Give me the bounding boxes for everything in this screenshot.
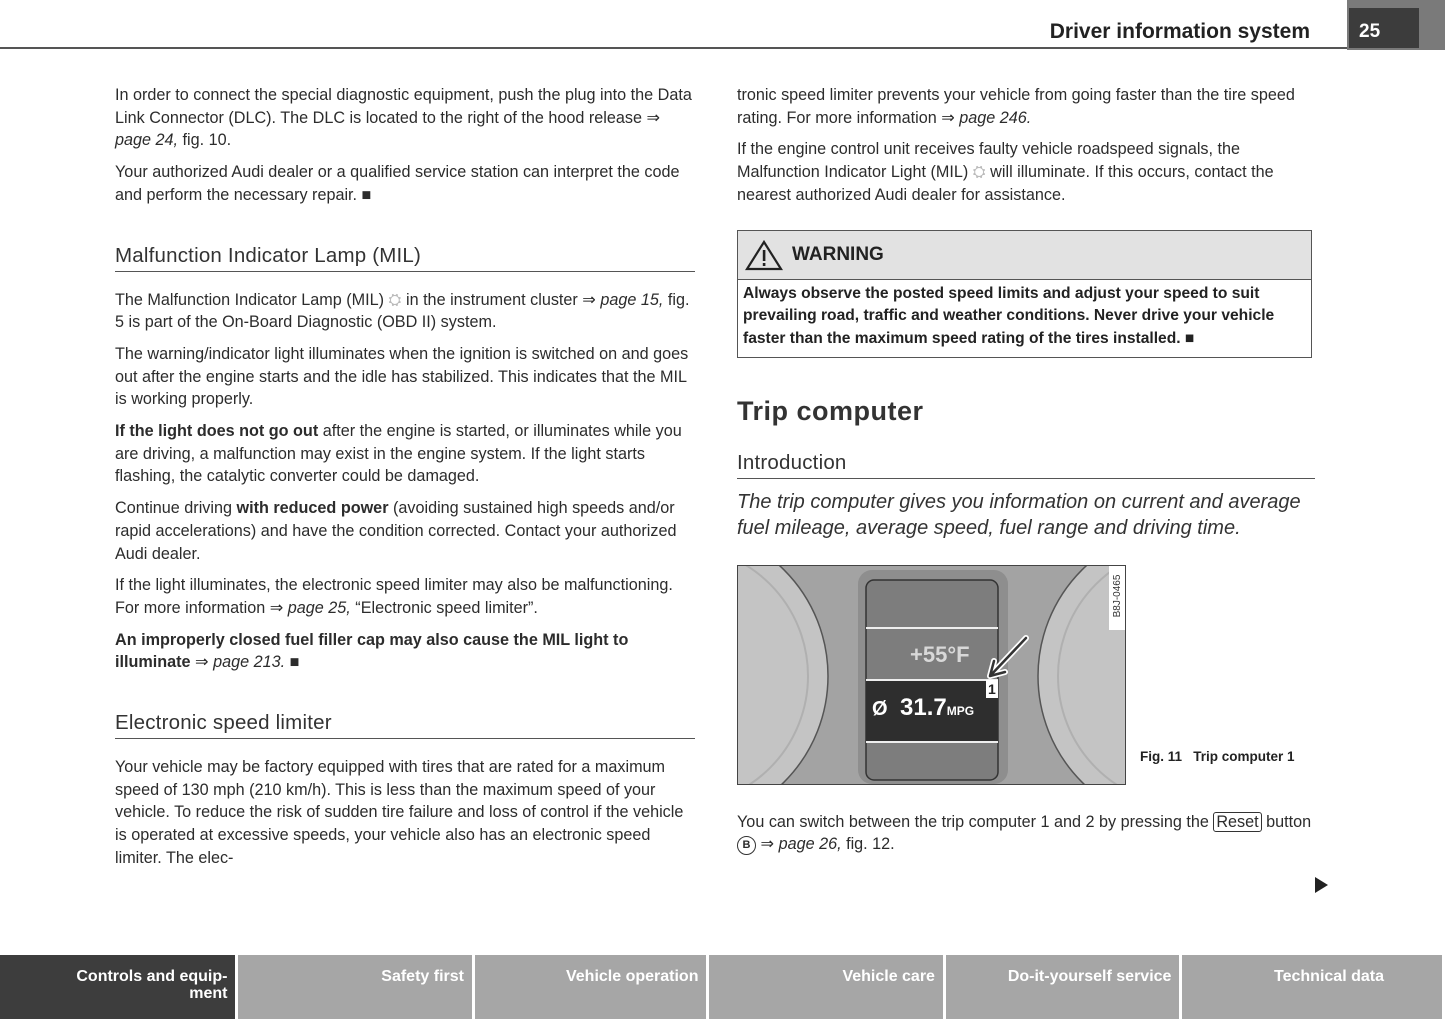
section-heading: Malfunction Indicator Lamp (MIL) xyxy=(115,244,695,272)
tab-safety-first[interactable]: Safety first xyxy=(238,955,471,1019)
mpg-readout: 31.7MPG xyxy=(900,693,975,721)
warning-triangle-icon xyxy=(744,239,784,271)
paragraph: tronic speed limiter prevents your vehicle from going faster than the tire speed rating. For more information ⇒ page 246. xyxy=(737,86,1295,127)
tab-technical-data[interactable]: Technical data xyxy=(1182,955,1442,1019)
paragraph: The warning/indicator light illuminates when the ignition is switched on and goes out after the engine starts and the idle has stabilized. This indicates that the MIL is working properly. xyxy=(115,344,689,409)
tab-vehicle-operation[interactable]: Vehicle operation xyxy=(475,955,707,1019)
paragraph: The Malfunction Indicator Lamp (MIL) ⛭ in the instrument cluster ⇒ page 15, fig. 5 is part of the On-Board Diagnostic (OBD II) system. xyxy=(115,290,690,332)
avg-symbol: Ø xyxy=(872,697,888,720)
reset-key-label: Reset xyxy=(1213,812,1261,832)
page-link[interactable]: page 213. xyxy=(213,653,286,672)
page-link[interactable]: page 25, xyxy=(287,598,351,617)
paragraph: You can switch between the trip computer 1 and 2 by pressing the Reset button B ⇒ page 26, fig. 12. xyxy=(737,812,1312,854)
page-link[interactable]: page 15, xyxy=(600,290,664,309)
chapter-tabs xyxy=(0,955,1445,1019)
paragraph: An improperly closed fuel filler cap may also cause the MIL light to illuminate ⇒ page 213. ■ xyxy=(115,630,629,672)
temperature-readout: +55°F xyxy=(910,641,970,667)
page-number: 25 xyxy=(1349,8,1419,48)
paragraph: Your vehicle may be factory equipped with tires that are rated for a maximum speed of 130 mph (210 km/h). This is less than the maximum speed of your vehicle. To reduce the risk of sudden tire failure and loss of control if the vehicle is operated at excessive speeds, your vehicle also has an electronic speed limiter. The elec- xyxy=(115,758,684,867)
tab-controls-and-equipment[interactable]: Controls and equip-ment xyxy=(0,955,235,1019)
paragraph: Continue driving with reduced power (avoiding sustained high speeds and/or rapid accelerations) and have the condition corrected. Contact your authorized Audi dealer. xyxy=(115,499,677,563)
tab-vehicle-care[interactable]: Vehicle care xyxy=(709,955,942,1019)
mil-icon: ⛭ xyxy=(972,163,986,182)
section-heading: Introduction xyxy=(737,451,1315,479)
header-rule xyxy=(0,47,1347,49)
warning-box xyxy=(737,230,1312,358)
warning-text: Always observe the posted speed limits and adjust your speed to suit prevailing road, traffic and weather conditions. Never drive your vehicle faster than the maximum speed rating of the tires installed. ■ xyxy=(743,284,1275,347)
page-link[interactable]: page 246. xyxy=(959,108,1032,127)
instrument-cluster-illustration xyxy=(738,566,1126,785)
paragraph: In order to connect the special diagnostic equipment, push the plug into the Data Link Connector (DLC). The DLC is located to the right of the hood release ⇒ page 24, fig. 10. xyxy=(115,86,692,150)
chapter-heading: Trip computer xyxy=(737,395,924,426)
chapter-title: Driver information system xyxy=(1049,20,1310,43)
paragraph: If the light does not go out after the engine is started, or illuminates while you are driving, a malfunction may exist in the engine system. If the light starts flashing, the catalytic converter could be damaged. xyxy=(115,422,682,486)
warning-title: WARNING xyxy=(792,243,884,265)
page-link[interactable]: page 26, xyxy=(778,835,842,854)
paragraph: Your authorized Audi dealer or a qualified service station can interpret the code and perform the necessary repair. ■ xyxy=(115,163,680,204)
button-b-icon: B xyxy=(737,836,756,855)
figure-code: B8J-0465 xyxy=(1112,574,1123,618)
right-column xyxy=(737,84,1315,856)
section-heading: Electronic speed limiter xyxy=(115,711,695,739)
paragraph: If the engine control unit receives faulty vehicle roadspeed signals, the Malfunction Indicator Light (MIL) ⛭ will illuminate. If this occurs, contact the nearest authorized Audi dealer for assistance. xyxy=(737,140,1274,204)
intro-text: The trip computer gives you information on current and average fuel mileage, average speed, fuel range and driving time. xyxy=(737,490,1301,540)
tab-do-it-yourself-service[interactable]: Do-it-yourself service xyxy=(946,955,1179,1019)
paragraph: If the light illuminates, the electronic speed limiter may also be malfunctioning. For more information ⇒ page 25, “Electronic speed limiter”. xyxy=(115,576,673,617)
callout-marker: 1 xyxy=(988,680,996,697)
continue-arrow-icon xyxy=(1315,877,1328,893)
left-column xyxy=(115,84,695,870)
page-number-tab xyxy=(1347,0,1445,50)
figure-caption: Fig. 11 Trip computer 1 xyxy=(1140,748,1295,764)
trip-computer-figure xyxy=(737,565,1126,785)
figure-row xyxy=(737,565,1315,785)
mil-icon: ⛭ xyxy=(388,290,402,309)
page-link[interactable]: page 24, xyxy=(115,131,179,150)
